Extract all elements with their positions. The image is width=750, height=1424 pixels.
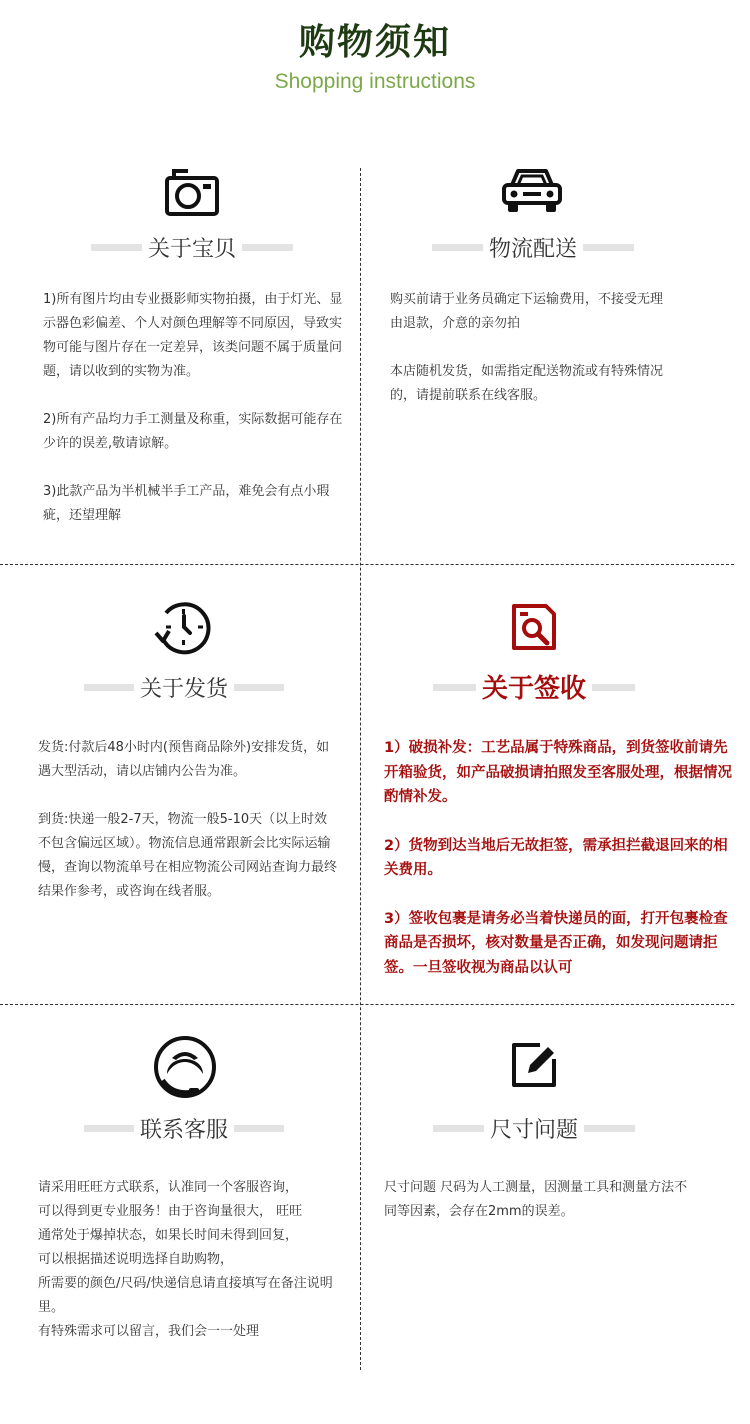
paragraph: 2)所有产品均力手工测量及称重，实际数据可能存在少许的误差,敬请谅解。 [43, 412, 343, 451]
section-text-chicun [384, 1176, 694, 1248]
text-line: 可以根据描述说明选择自助购物， [38, 1252, 234, 1267]
paragraph: 购买前请于业务员确定下运输费用，不接受无理由退款，介意的亲勿拍 [390, 292, 664, 331]
page-title: 购物须知 [298, 22, 451, 63]
section-text-baobei [43, 288, 343, 552]
search-document-icon [510, 603, 558, 651]
edit-icon [510, 1041, 558, 1089]
horizontal-divider-2 [0, 1004, 734, 1005]
section-text-wuliu [390, 288, 672, 432]
paragraph: 发货:付款后48小时内(预售商品除外)安排发货，如遇大型活动，请以店铺内公告为准。 [38, 740, 330, 779]
page-subtitle: Shopping instructions [274, 70, 476, 93]
paragraph: 本店随机发货，如需指定配送物流或有特殊情况的，请提前联系在线客服。 [390, 364, 664, 403]
paragraph: 3)此款产品为半机械半手工产品，难免会有点小瑕疵，还望理解 [43, 484, 330, 523]
text-line: 可以得到更专业服务！由于咨询量很大， 旺旺 [38, 1204, 303, 1219]
text-line: 请采用旺旺方式联系，认准同一个客服咨询， [38, 1180, 299, 1195]
horizontal-divider-1 [0, 564, 734, 565]
section-text-fahuo [38, 736, 338, 928]
headset-icon [150, 1036, 220, 1102]
camera-icon [164, 165, 220, 217]
text-line: 通常处于爆掉状态，如果长时间未得到回复， [38, 1228, 299, 1243]
section-heading-baobei: 关于宝贝 [91, 232, 293, 263]
paragraph: 2）货物到达当地后无故拒签，需承担拦截退回来的相关费用。 [384, 837, 728, 878]
section-heading-chicun: 尺寸问题 [433, 1113, 635, 1144]
clock-icon [154, 597, 216, 657]
text-line: 所需要的颜色/尺码/快递信息请直接填写在备注说明里。 [38, 1276, 333, 1315]
paragraph: 到货:快递一般2-7天，物流一般5-10天（以上时效不包含偏远区域）。物流信息通常跟新会比实际运输慢，查询以物流单号在相应物流公司网站查询力最终结果作参考，或咨询在线者服。 [38, 812, 338, 899]
section-heading-qianshou: 关于签收 [433, 668, 635, 705]
paragraph: 1)所有图片均由专业摄影师实物拍摄，由于灯光、显示器色彩偏差、个人对颜色理解等不同原因，导致实物可能与图片存在一定差异，该类问题不属于质量问题，请以收到的实物为准。 [43, 292, 343, 379]
paragraph: 1）破损补发：工艺品属于特殊商品，到货签收前请先开箱验货，如产品破损请拍照发至客服处理，根据情况酌情补发。 [384, 740, 732, 805]
paragraph: 3）签收包裹是请务必当着快递员的面，打开包裹检查商品是否损坏，核对数量是否正确，如发现问题请拒签。一旦签收视为商品以认可 [384, 910, 728, 976]
section-text-qianshou [384, 736, 732, 1004]
car-icon [500, 165, 564, 215]
section-heading-fahuo: 关于发货 [84, 672, 284, 703]
vertical-divider [360, 168, 361, 1370]
section-heading-kefu: 联系客服 [84, 1113, 284, 1144]
section-text-kefu [38, 1176, 338, 1344]
section-heading-wuliu: 物流配送 [432, 232, 634, 263]
paragraph: 尺寸问题 尺码为人工测量，因测量工具和测量方法不同等因素，会存在2mm的误差。 [384, 1180, 688, 1219]
text-line: 有特殊需求可以留言，我们会一一处理 [38, 1324, 260, 1339]
